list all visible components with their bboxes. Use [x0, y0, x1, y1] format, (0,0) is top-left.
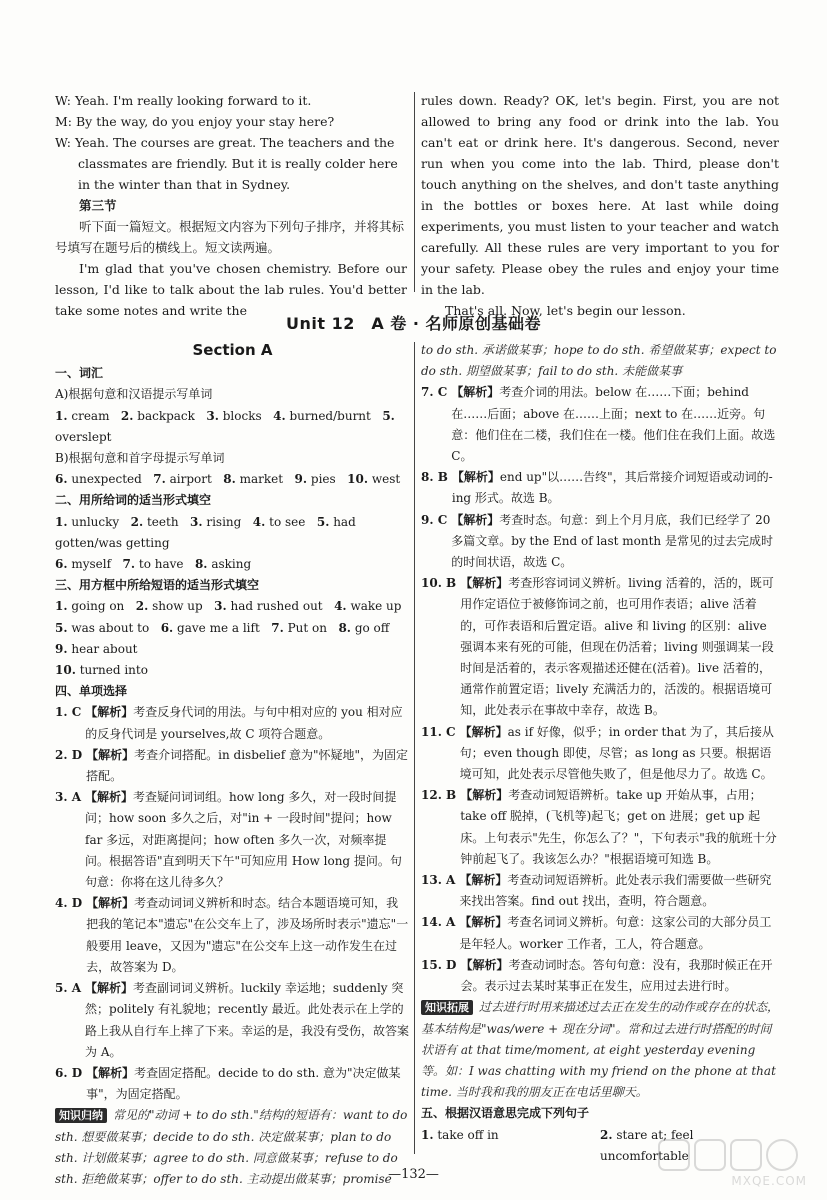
analysis-tag: 【解析】 [459, 724, 508, 739]
item-answer: 15. D [421, 957, 457, 972]
answer-number: 4. [273, 408, 286, 423]
watermark-text: MXQE.COM [731, 1174, 807, 1188]
answer-text: hear about [71, 641, 138, 656]
answer-number: 10. [347, 472, 369, 487]
item-answer: 8. B [421, 470, 448, 485]
answer-text: unexpected [71, 472, 142, 487]
explanation-item [421, 955, 779, 997]
listening-script-right [421, 90, 779, 321]
part-heading: 三、用方框中所给短语的适当形式填空 [55, 578, 260, 593]
analysis-tag: 【解析】 [459, 915, 508, 930]
answer-text: to have [138, 557, 184, 572]
part-heading: 二、用所给词的适当形式填空 [55, 493, 212, 508]
answer-number: 2. [120, 408, 134, 423]
answer-text: rising [206, 514, 242, 529]
explanation-item [421, 785, 779, 870]
answer-number: 4. [252, 514, 266, 529]
knowledge-text: 常见的"动词 + to do sth."结构的短语有：want to do sth. 想要做某事；decide to do sth. 决定做某事；plan to do sth. 计划做某事；agree to do sth. 同意做某事；refuse to do sth. 拒绝做某事；offer to do sth. 主动提出做某事；promise [55, 1108, 408, 1186]
analysis-tag: 【解析】 [460, 788, 509, 803]
section-title: Section A [192, 341, 273, 359]
analysis-text: 考查介词搭配。in disbelief 意为"怀疑地"，为固定搭配。 [86, 747, 409, 784]
answer-text: go off [354, 620, 390, 635]
explanation-item [421, 870, 779, 912]
answer-number: 10. [55, 663, 76, 678]
item-answer: 14. A [421, 915, 456, 930]
answer-text: cream [71, 408, 110, 423]
answer-text: west [371, 472, 401, 487]
answer-text: was about to [71, 620, 150, 635]
answer-number: 6. [160, 620, 174, 635]
answer-row [55, 554, 410, 575]
answer-number: 4. [334, 599, 347, 614]
answer-row [55, 469, 410, 490]
explanation-item [55, 702, 410, 744]
explanation-item [55, 1063, 410, 1105]
item-answer: 13. A [421, 873, 456, 888]
answer-row [55, 596, 410, 617]
watermark-icon [657, 1136, 807, 1176]
item-answer: 12. B [421, 788, 457, 803]
column-divider [414, 342, 415, 1154]
answer-number: 6. [55, 472, 68, 487]
answer-text: going on [71, 599, 125, 614]
answers-right-column [421, 340, 779, 1167]
answer-text: had gotten/was getting [55, 514, 356, 550]
section-heading: 第三节 [79, 198, 117, 213]
answers-left-column [55, 340, 410, 1190]
analysis-tag: 【解析】 [459, 873, 508, 888]
analysis-tag: 【解析】 [86, 1065, 135, 1080]
analysis-text: 考查动词时态。答句句意：没有，我那时候正在开会。表示过去某时某事正在发生，应用过去进行时。 [460, 957, 773, 994]
answer-text: had rushed out [230, 599, 323, 614]
answer-number: 3. [190, 514, 203, 529]
explanation-item [421, 722, 779, 786]
unit-title: Unit 12 A 卷 · 名师原创基础卷 [285, 314, 542, 333]
answer-text: myself [71, 557, 112, 572]
analysis-text: 考查固定搭配。decide to do sth. 意为"决定做某事"，为固定搭配。 [86, 1065, 401, 1102]
analysis-tag: 【解析】 [460, 957, 509, 972]
analysis-text: 考查介词的用法。below 在……下面；behind 在……后面；above 在……上面；next to 在……近旁。句意：他们住在二楼，我们住在一楼。他们住在我们上面。故选 C。 [451, 385, 776, 464]
explanation-item [421, 467, 779, 509]
instruction-text: 听下面一篇短文。根据短文内容为下列句子排序，并将其标号填写在题号后的横线上。短文读两遍。 [55, 219, 405, 255]
answer-text: burned/burnt [289, 408, 371, 423]
explanation-item [55, 893, 410, 978]
answer-text: show up [152, 599, 203, 614]
answer-text: turned into [79, 663, 148, 678]
knowledge-text-continued: to do sth. 承诺做某事；hope to do sth. 希望做某事；expect to do sth. 期望做某事；fail to do sth. 未能做某事 [421, 343, 777, 379]
answer-number: 5. [382, 408, 395, 423]
knowledge-box [421, 997, 779, 1103]
item-answer: 1. C [55, 705, 82, 720]
answer-number: 1. [55, 599, 68, 614]
knowledge-label: 知识归纳 [55, 1108, 107, 1123]
analysis-text: 考查副词词义辨析。luckily 幸运地；suddenly 突然；politely 有礼貌地；recently 最近。此处表示在上学的路上我从自行车上摔了下来。幸运的是，我没有受伤，故答案为 A。 [85, 981, 410, 1059]
analysis-text: 考查动词短语辨析。take up 开始从事，占用；take off 脱掉，(飞机等)起飞；get on 进展；get up 起床。上句表示"先生，你怎么了？"，下句表示"我的航班十分钟前起飞了。我该怎么办？"根据语境可知选 B。 [460, 788, 777, 866]
answer-number: 9. [55, 641, 68, 656]
answer-text: overslept [55, 429, 112, 444]
answer-text: unlucky [71, 514, 120, 529]
item-answer: 11. C [421, 724, 456, 739]
answer-text: teeth [146, 514, 179, 529]
knowledge-text: 过去进行时用来描述过去正在发生的动作或存在的状态，基本结构是"was/were + 现在分词"。常和过去进行时搭配的时间状语有 at that time/moment, at eight yesterday evening 等。如：I was chatting with my friend on the phone at that time. 当时我和我的朋友正在电话里聊天。 [421, 1000, 780, 1100]
item-answer: 4. D [55, 896, 83, 911]
passage-text: rules down. Ready? OK, let's begin. First, you are not allowed to bring any food or drink into the lab. You can't eat or drink here. It's dangerous. Second, never run when you come into the lab. Third, please don't touch anything on the shelves, and don't taste anything in the bottles or boxes here. At last while doing experiments, you must listen to your teacher and watch carefully. All these rules are very important to you for your safety. Please obey the rules and enjoy your time in the lab. [421, 93, 779, 297]
answer-text: to see [269, 514, 306, 529]
item-answer: 7. C [421, 385, 448, 400]
item-answer: 9. C [421, 512, 448, 527]
analysis-text: 考查反身代词的用法。与句中相对应的 you 相对应的反身代词是 yourselves,故 C 项符合题意。 [85, 705, 403, 741]
part-heading: 一、词汇 [55, 366, 104, 381]
answer-number: 3. [214, 599, 227, 614]
answer-number: 1. [55, 514, 68, 529]
explanation-item [421, 382, 779, 467]
knowledge-label: 知识拓展 [421, 1000, 473, 1015]
listening-script-left [55, 90, 407, 321]
answer-number: 7. [122, 557, 136, 572]
analysis-text: 考查形容词词义辨析。living 活着的，活的，既可用作定语位于被修饰词之前，也可用作表语；alive 活着的，可作表语和后置定语。alive 和 living 的区别：alive 强调本来有死的可能，但现在仍活着；living 则强调某一段时间是活着的，表示客观描述还健在(活着)。live 活着的，通常作前置定语；lively 充满活力的，活泼的。根据语境可知，此处表示在事故中幸存，故选 B。 [460, 576, 774, 718]
answer-number: 2. [135, 599, 149, 614]
analysis-text: 考查动词短语辨析。此处表示我们需要做一些研究来找出答案。find out 找出，查明，符合题意。 [459, 873, 772, 909]
explanation-item [55, 978, 410, 1063]
part-heading: 五、根据汉语意思完成下列句子 [421, 1106, 590, 1121]
analysis-text: 考查疑问词词组。how long 多久，对一段时间提问；how soon 多久之后，对"in + 一段时间"提问；how far 多远，对距离提问；how often 多久一次，对频率提问。根据答语"直到明天下午"可知应用 How long 提问。句句意：你将在这儿待多久？ [85, 790, 402, 890]
explanation-item [55, 745, 410, 787]
analysis-text: 考查名词词义辨析。句意：这家公司的大部分员工是年轻人。worker 工作者，工人，符合题意。 [459, 915, 772, 951]
answer-number: 3. [206, 408, 219, 423]
answer-number: 1. [55, 408, 68, 423]
analysis-tag: 【解析】 [451, 385, 500, 400]
dialogue-line: W: Yeah. I'm really looking forward to it. [55, 93, 312, 108]
answer-number: 8. [338, 620, 351, 635]
answer-text: Put on [287, 620, 327, 635]
analysis-tag: 【解析】 [451, 512, 500, 527]
item-answer: 3. A [55, 790, 82, 805]
explanation-item [55, 787, 410, 893]
item-answer: 6. D [55, 1065, 83, 1080]
answer-text: stare at; feel uncomfortable [600, 1127, 694, 1163]
answer-row [55, 660, 410, 681]
item-answer: 2. D [55, 747, 83, 762]
column-divider [414, 92, 415, 292]
answer-text: wake up [350, 599, 402, 614]
analysis-tag: 【解析】 [451, 470, 500, 485]
answer-text: airport [169, 472, 212, 487]
analysis-text: as if 好像，似乎；in order that 为了，其后接从句；even though 即使，尽管；as long as 只要。根据语境可知，此处表示尽管他失败了，但是他尽力了。故选 C。 [459, 724, 774, 782]
explanation-item [421, 510, 779, 574]
answer-number: 7. [271, 620, 284, 635]
answer-number: 5. [55, 620, 68, 635]
analysis-text: 考查时态。句意：到上个月月底，我们已经学了 20 多篇文章。by the End of last month 是常见的过去完成时的时间状语，故选 C。 [451, 512, 773, 570]
answer-text: gave me a lift [177, 620, 260, 635]
analysis-tag: 【解析】 [460, 576, 509, 591]
answer-text: pies [310, 472, 336, 487]
analysis-text: 考查动词词义辨析和时态。结合本题语境可知，我把我的笔记本"遗忘"在公交车上了，涉及场所时表示"遗忘"一般要用 leave，又因为"遗忘"在公交车上这一动作发生在过去，故答案为 D。 [86, 896, 409, 974]
answer-row [55, 618, 410, 660]
answer-row [55, 512, 410, 554]
answer-number: 5. [316, 514, 330, 529]
answer-row [55, 406, 410, 448]
answer-text: take off in [437, 1127, 499, 1142]
answer-number: 8. [194, 557, 208, 572]
part-heading: 四、单项选择 [55, 684, 128, 699]
answer-text: asking [211, 557, 252, 572]
explanation-item [421, 573, 779, 721]
answer-number: 2. [600, 1127, 613, 1142]
analysis-tag: 【解析】 [86, 747, 135, 762]
analysis-text: end up"以……告终"，其后常接介词短语或动词的-ing 形式。故选 B。 [451, 470, 773, 506]
sub-heading: B)根据句意和首字母提示写单词 [55, 451, 225, 466]
analysis-tag: 【解析】 [85, 790, 134, 805]
sub-heading: A)根据句意和汉语提示写单词 [55, 387, 213, 402]
answer-number: 6. [55, 557, 68, 572]
page-number: —132— [388, 1167, 439, 1182]
answer-number: 1. [421, 1127, 434, 1142]
analysis-tag: 【解析】 [85, 705, 134, 720]
analysis-tag: 【解析】 [85, 981, 134, 996]
answer-number: 8. [223, 472, 236, 487]
item-answer: 10. B [421, 576, 457, 591]
answer-text: backpack [137, 408, 195, 423]
watermark-logo [657, 1136, 807, 1188]
analysis-tag: 【解析】 [86, 896, 135, 911]
item-answer: 5. A [55, 981, 82, 996]
answer-text: market [239, 472, 284, 487]
dialogue-line: W: Yeah. The courses are great. The teachers and the classmates are friendly. But it is really colder here in the winter than that in Sydney. [55, 135, 398, 192]
answer-number: 7. [153, 472, 166, 487]
dialogue-line: M: By the way, do you enjoy your stay here? [55, 114, 335, 129]
answer-text: blocks [222, 408, 262, 423]
passage-closing: That's all. Now, let's begin our lesson. [445, 303, 686, 318]
answer-number: 2. [130, 514, 144, 529]
passage-text: I'm glad that you've chosen chemistry. Before our lesson, I'd like to talk about the lab rules. You'd better take some notes and write the [55, 261, 407, 318]
explanation-item [421, 912, 779, 954]
answer-number: 9. [294, 472, 308, 487]
